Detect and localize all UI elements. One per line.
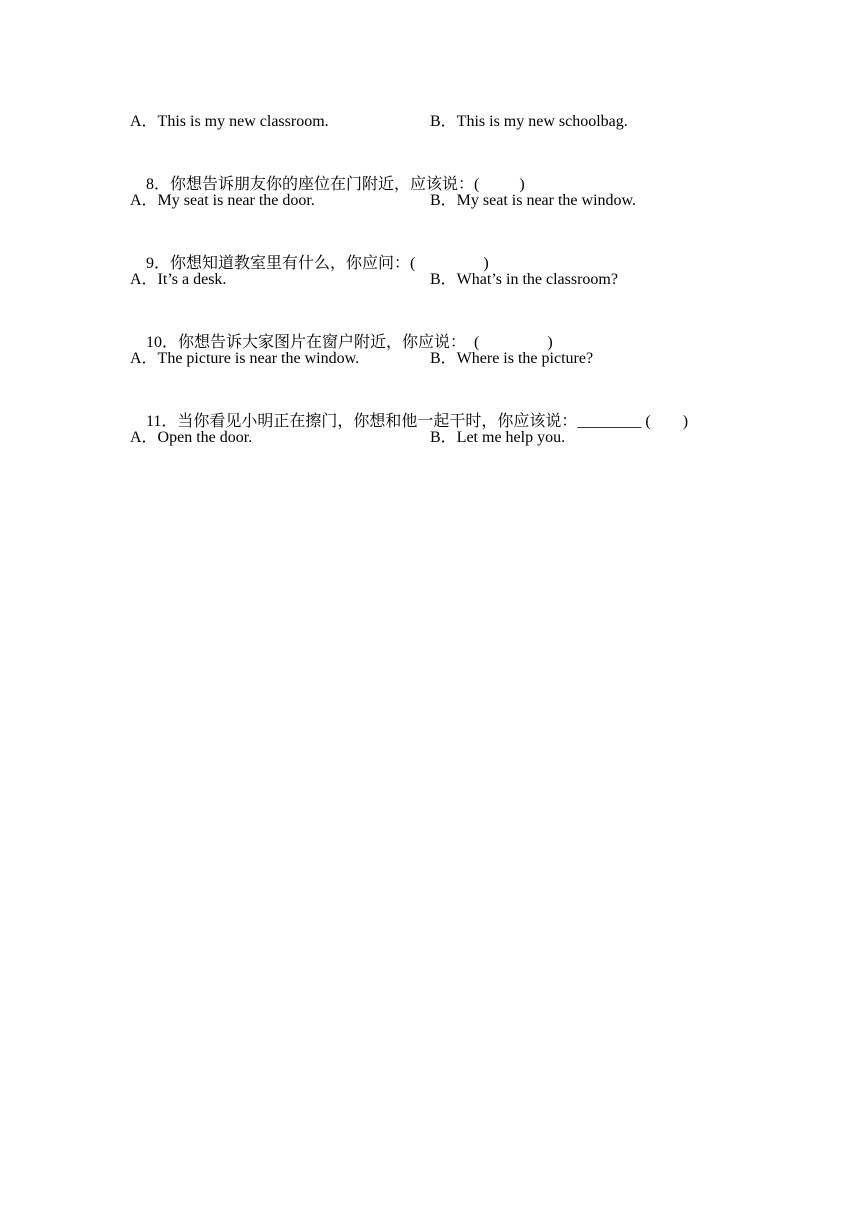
question-10	[130, 307, 553, 351]
option-a: A．This is my new classroom.	[130, 113, 329, 130]
option-a: A．My seat is near the door.	[130, 192, 315, 209]
option-b: B．What’s in the classroom?	[430, 271, 618, 288]
option-a: A．It’s a desk.	[130, 271, 227, 288]
question-8	[130, 149, 525, 193]
options-row-q7	[130, 110, 628, 134]
question-text: 8．你想告诉朋友你的座位在门附近，应该说：( )	[146, 176, 525, 193]
question-9	[130, 228, 489, 272]
option-b: B．My seat is near the window.	[430, 192, 637, 209]
question-text: 11．当你看见小明正在擦门，你想和他一起干时，你应该说：________ ( )	[146, 413, 689, 430]
option-b: B．This is my new schoolbag.	[430, 113, 628, 130]
options-row-q8	[130, 189, 637, 213]
option-a: A．The picture is near the window.	[130, 350, 360, 367]
option-b: B．Where is the picture?	[430, 350, 594, 367]
question-11	[130, 386, 689, 430]
option-a: A．Open the door.	[130, 429, 253, 446]
question-text: 9．你想知道教室里有什么，你应问：( )	[146, 255, 489, 272]
options-row-q9	[130, 268, 618, 292]
question-text: 10．你想告诉大家图片在窗户附近，你应说： ( )	[146, 334, 553, 351]
option-b: B．Let me help you.	[430, 429, 566, 446]
options-row-q10	[130, 347, 594, 371]
options-row-q11	[130, 426, 566, 450]
